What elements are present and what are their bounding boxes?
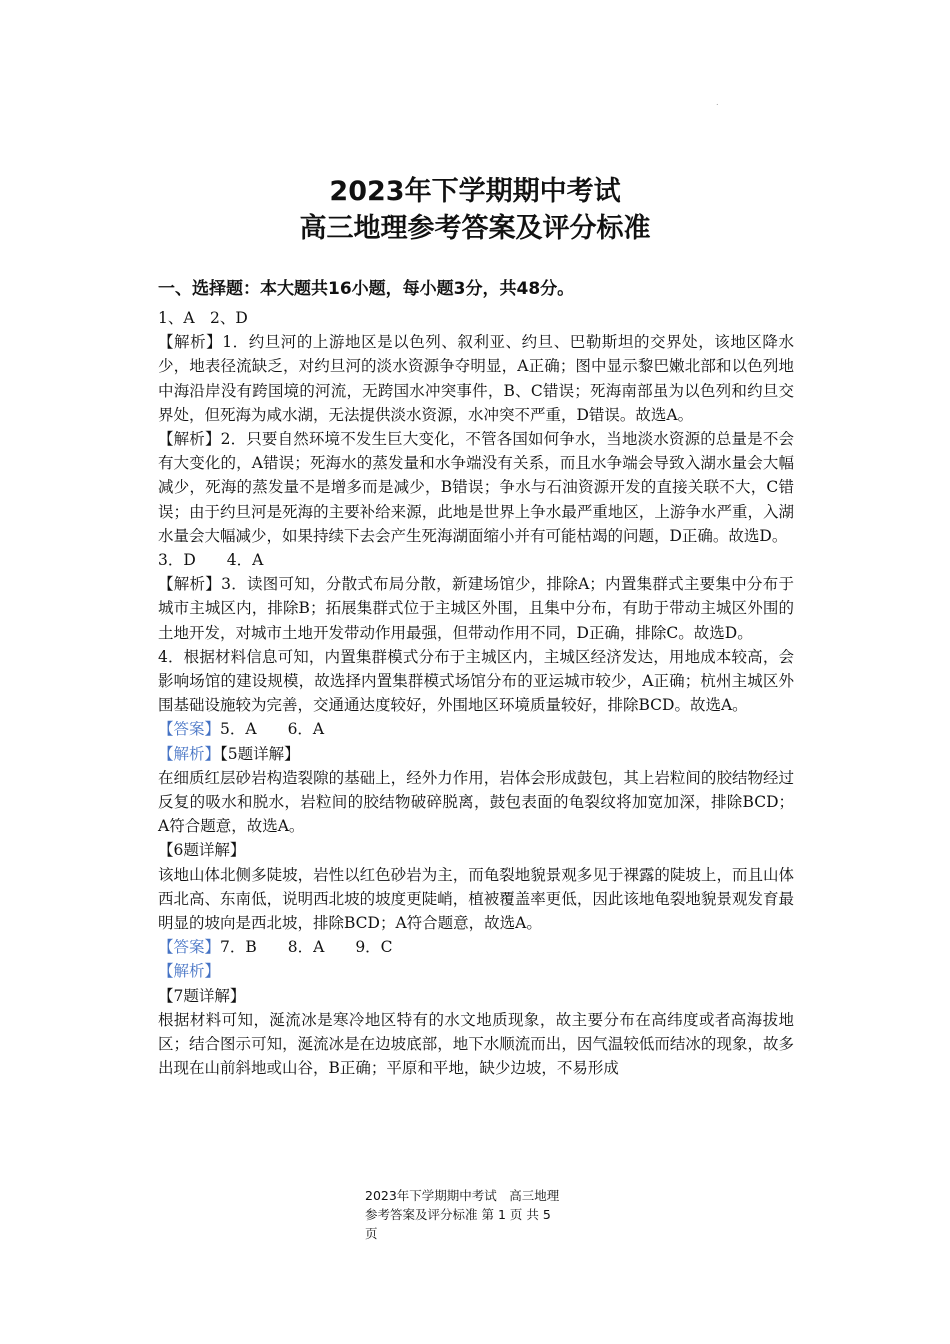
detail-7-text: 根据材料可知，涎流冰是寒冷地区特有的水文地质现象，故主要分布在高纬度或者高海拔地区；结合图示可知，涎流冰是在边坡底部，地下水顺流而出，因气温较低而结冰的现象，故多出现在山前斜地或山谷，B正确；平原和平地，缺少边坡，不易形成 xyxy=(158,1010,794,1078)
answers-5-6: 5．A 6．A xyxy=(220,720,325,739)
footer-line-2: 参考答案及评分标准 第 1 页 共 5 xyxy=(365,1207,551,1222)
exam-subtitle: 高三地理参考答案及评分标准 xyxy=(299,213,651,244)
detail-6-title: 【6题详解】 xyxy=(158,841,246,860)
analysis-q3: 【解析】3．读图可知，分散式布局分散，新建场馆少，排除A；内置集群式主要集中分布于城市主城区内，排除B；拓展集群式位于主城区外围，且集中分布，有助于带动主城区外围的土地开发，对城市土地开发带动作用最强，但带动作用不同，D正确，排除C。故选D。 xyxy=(158,575,794,642)
page-footer xyxy=(365,1186,595,1243)
answers-7-9-line xyxy=(158,935,794,959)
detail-5-title: 【5题详解】 xyxy=(220,744,300,763)
section-heading: 一、选择题：本大题共16小题，每小题3分，共48分。 xyxy=(158,279,575,299)
analysis-tag-7: 【解析】 xyxy=(158,962,221,981)
answers-5-6-line xyxy=(158,717,794,741)
answer-tag: 【答案】 xyxy=(158,720,221,739)
answers-3-4: 3．D 4．A xyxy=(158,551,264,570)
answer-content xyxy=(158,275,794,1081)
footer-line-3: 页 xyxy=(365,1226,378,1241)
answer-tag: 【答案】 xyxy=(158,938,221,957)
analysis-q1: 【解析】1．约旦河的上游地区是以色列、叙利亚、约旦、巴勒斯坦的交界处，该地区降水少，地表径流缺乏，对约旦河的淡水资源争夺明显，A正确；图中显示黎巴嫩北部和以色列地中海沿岸没有跨国境的河流，无跨国水冲突事件，B、C错误；死海南部虽为以色列和约旦交界处，但死海为咸水湖，无法提供淡水资源，水冲突不严重，D错误。故选A。 xyxy=(158,333,794,424)
analysis-q4: 4．根据材料信息可知，内置集群模式分布于主城区内，主城区经济发达，用地成本较高，会影响场馆的建设规模，故选择内置集群模式场馆分布的亚运城市较少，A正确；杭州主城区外围基础设施较为完善，交通通达度较好，外围地区环境质量较好，排除BCD。故选A。 xyxy=(158,647,794,715)
analysis-5-line xyxy=(158,742,794,766)
analysis-tag: 【解析】 xyxy=(158,744,221,763)
corner-mark: . xyxy=(716,98,719,107)
answers-7-9: 7．B 8．A 9．C xyxy=(220,938,393,957)
analysis-q2: 【解析】2．只要自然环境不发生巨大变化，不管各国如何争水，当地淡水资源的总量是不会有大变化的，A错误；死海水的蒸发量和水争端没有关系，而且水争端会导致入湖水量会大幅减少，死海的蒸发量不是增多而是减少，B错误；争水与石油资源开发的直接关联不大，C错误；由于约旦河是死海的主要补给来源，此地是世界上争水最严重地区，上游争水严重，入湖水量会大幅减少，如果持续下去会产生死海湖面缩小并有可能枯竭的问题，D正确。故选D。 xyxy=(158,430,794,545)
exam-title: 2023年下学期期中考试 xyxy=(329,176,621,207)
detail-6-text: 该地山体北侧多陡坡，岩性以红色砂岩为主，而龟裂地貌景观多见于裸露的陡坡上，而且山体西北高、东南低，说明西北坡的坡度更陡峭，植被覆盖率更低，因此该地龟裂地貌景观发育最明显的坡向是西北坡，排除BCD；A符合题意，故选A。 xyxy=(158,865,794,933)
detail-5-text: 在细质红层砂岩构造裂隙的基础上，经外力作用，岩体会形成鼓包，其上岩粒间的胶结物经过反复的吸水和脱水，岩粒间的胶结物破碎脱离，鼓包表面的龟裂纹将加宽加深，排除BCD；A符合题意，故选A。 xyxy=(158,768,794,836)
answers-1-2: 1、A 2、D xyxy=(158,309,248,327)
detail-7-title: 【7题详解】 xyxy=(158,986,246,1005)
footer-line-1: 2023年下学期期中考试 高三地理 xyxy=(365,1188,560,1203)
